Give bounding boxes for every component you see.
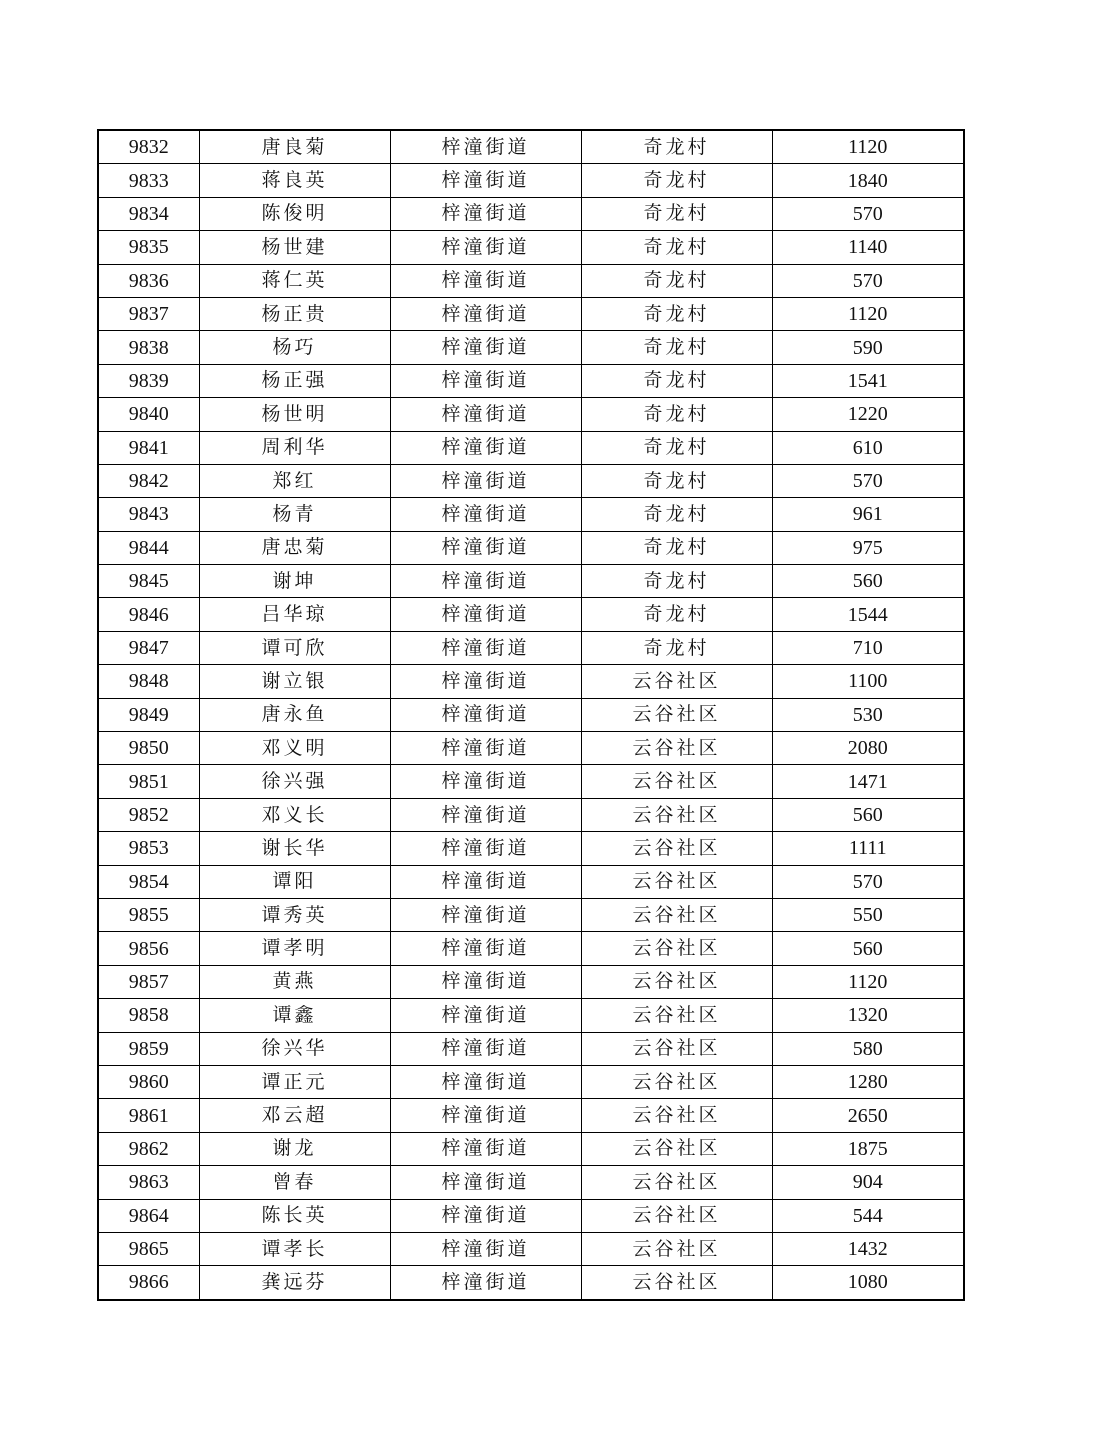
table-row [98, 865, 964, 898]
table-row [98, 498, 964, 531]
row-number-cell: 9847 [98, 631, 199, 664]
community-cell: 云谷社区 [581, 1266, 772, 1300]
street-cell: 梓潼街道 [390, 565, 581, 598]
table-row [98, 1232, 964, 1265]
street-cell: 梓潼街道 [390, 665, 581, 698]
name-cell: 谭秀英 [199, 898, 390, 931]
community-cell: 云谷社区 [581, 832, 772, 865]
name-cell: 杨正强 [199, 364, 390, 397]
street-cell: 梓潼街道 [390, 130, 581, 164]
community-cell: 云谷社区 [581, 1166, 772, 1199]
name-cell: 陈俊明 [199, 197, 390, 230]
table-row [98, 732, 964, 765]
amount-cell: 975 [772, 531, 964, 564]
amount-cell: 1111 [772, 832, 964, 865]
street-cell: 梓潼街道 [390, 1032, 581, 1065]
name-cell: 杨正贵 [199, 297, 390, 330]
amount-cell: 1840 [772, 164, 964, 197]
row-number-cell: 9845 [98, 565, 199, 598]
name-cell: 徐兴强 [199, 765, 390, 798]
row-number-cell: 9851 [98, 765, 199, 798]
name-cell: 杨青 [199, 498, 390, 531]
street-cell: 梓潼街道 [390, 197, 581, 230]
name-cell: 谢龙 [199, 1132, 390, 1165]
street-cell: 梓潼街道 [390, 431, 581, 464]
table-row [98, 1166, 964, 1199]
community-cell: 云谷社区 [581, 732, 772, 765]
community-cell: 云谷社区 [581, 898, 772, 931]
table-row [98, 1032, 964, 1065]
name-cell: 邓义明 [199, 732, 390, 765]
row-number-cell: 9838 [98, 331, 199, 364]
community-cell: 云谷社区 [581, 865, 772, 898]
name-cell: 黄燕 [199, 965, 390, 998]
table-row [98, 364, 964, 397]
street-cell: 梓潼街道 [390, 1065, 581, 1098]
community-cell: 奇龙村 [581, 197, 772, 230]
amount-cell: 530 [772, 698, 964, 731]
name-cell: 邓义长 [199, 798, 390, 831]
street-cell: 梓潼街道 [390, 464, 581, 497]
name-cell: 陈长英 [199, 1199, 390, 1232]
street-cell: 梓潼街道 [390, 398, 581, 431]
row-number-cell: 9848 [98, 665, 199, 698]
row-number-cell: 9841 [98, 431, 199, 464]
row-number-cell: 9857 [98, 965, 199, 998]
street-cell: 梓潼街道 [390, 732, 581, 765]
amount-cell: 961 [772, 498, 964, 531]
street-cell: 梓潼街道 [390, 164, 581, 197]
community-cell: 云谷社区 [581, 698, 772, 731]
amount-cell: 1140 [772, 231, 964, 264]
name-cell: 唐良菊 [199, 130, 390, 164]
amount-cell: 2080 [772, 732, 964, 765]
community-cell: 奇龙村 [581, 130, 772, 164]
row-number-cell: 9865 [98, 1232, 199, 1265]
table-row [98, 598, 964, 631]
street-cell: 梓潼街道 [390, 331, 581, 364]
community-cell: 奇龙村 [581, 364, 772, 397]
row-number-cell: 9842 [98, 464, 199, 497]
amount-cell: 1541 [772, 364, 964, 397]
amount-cell: 1320 [772, 999, 964, 1032]
table-row [98, 231, 964, 264]
row-number-cell: 9850 [98, 732, 199, 765]
amount-cell: 560 [772, 932, 964, 965]
table-row [98, 698, 964, 731]
street-cell: 梓潼街道 [390, 1266, 581, 1300]
table-row [98, 898, 964, 931]
community-cell: 奇龙村 [581, 464, 772, 497]
row-number-cell: 9849 [98, 698, 199, 731]
table-row [98, 398, 964, 431]
amount-cell: 1120 [772, 297, 964, 330]
amount-cell: 570 [772, 865, 964, 898]
street-cell: 梓潼街道 [390, 865, 581, 898]
community-cell: 云谷社区 [581, 1099, 772, 1132]
table-row [98, 130, 964, 164]
street-cell: 梓潼街道 [390, 1099, 581, 1132]
amount-cell: 1432 [772, 1232, 964, 1265]
amount-cell: 570 [772, 264, 964, 297]
street-cell: 梓潼街道 [390, 765, 581, 798]
row-number-cell: 9856 [98, 932, 199, 965]
amount-cell: 590 [772, 331, 964, 364]
name-cell: 徐兴华 [199, 1032, 390, 1065]
table-row [98, 832, 964, 865]
name-cell: 谢立银 [199, 665, 390, 698]
community-cell: 奇龙村 [581, 331, 772, 364]
community-cell: 云谷社区 [581, 1132, 772, 1165]
name-cell: 蒋仁英 [199, 264, 390, 297]
row-number-cell: 9852 [98, 798, 199, 831]
street-cell: 梓潼街道 [390, 264, 581, 297]
table-row [98, 665, 964, 698]
table-row [98, 531, 964, 564]
table-row [98, 1199, 964, 1232]
name-cell: 杨世明 [199, 398, 390, 431]
amount-cell: 904 [772, 1166, 964, 1199]
table-row [98, 631, 964, 664]
table-row [98, 765, 964, 798]
name-cell: 杨世建 [199, 231, 390, 264]
table-row [98, 1099, 964, 1132]
table-row [98, 331, 964, 364]
amount-cell: 550 [772, 898, 964, 931]
table-row [98, 297, 964, 330]
amount-cell: 544 [772, 1199, 964, 1232]
roster-table-body [98, 130, 964, 1300]
community-cell: 奇龙村 [581, 598, 772, 631]
row-number-cell: 9832 [98, 130, 199, 164]
name-cell: 龚远芬 [199, 1266, 390, 1300]
street-cell: 梓潼街道 [390, 798, 581, 831]
table-row [98, 565, 964, 598]
name-cell: 唐忠菊 [199, 531, 390, 564]
row-number-cell: 9836 [98, 264, 199, 297]
amount-cell: 570 [772, 197, 964, 230]
amount-cell: 610 [772, 431, 964, 464]
community-cell: 云谷社区 [581, 1232, 772, 1265]
name-cell: 谭孝长 [199, 1232, 390, 1265]
row-number-cell: 9853 [98, 832, 199, 865]
table-row [98, 197, 964, 230]
row-number-cell: 9866 [98, 1266, 199, 1300]
street-cell: 梓潼街道 [390, 965, 581, 998]
row-number-cell: 9863 [98, 1166, 199, 1199]
row-number-cell: 9861 [98, 1099, 199, 1132]
community-cell: 奇龙村 [581, 164, 772, 197]
table-row [98, 932, 964, 965]
name-cell: 曾春 [199, 1166, 390, 1199]
amount-cell: 1544 [772, 598, 964, 631]
table-row [98, 164, 964, 197]
table-row [98, 999, 964, 1032]
name-cell: 谢坤 [199, 565, 390, 598]
row-number-cell: 9862 [98, 1132, 199, 1165]
community-cell: 云谷社区 [581, 965, 772, 998]
name-cell: 邓云超 [199, 1099, 390, 1132]
row-number-cell: 9860 [98, 1065, 199, 1098]
community-cell: 奇龙村 [581, 565, 772, 598]
name-cell: 谭可欣 [199, 631, 390, 664]
street-cell: 梓潼街道 [390, 1232, 581, 1265]
amount-cell: 570 [772, 464, 964, 497]
row-number-cell: 9843 [98, 498, 199, 531]
name-cell: 唐永鱼 [199, 698, 390, 731]
street-cell: 梓潼街道 [390, 698, 581, 731]
row-number-cell: 9855 [98, 898, 199, 931]
name-cell: 周利华 [199, 431, 390, 464]
roster-table [97, 129, 965, 1301]
street-cell: 梓潼街道 [390, 999, 581, 1032]
row-number-cell: 9837 [98, 297, 199, 330]
street-cell: 梓潼街道 [390, 832, 581, 865]
row-number-cell: 9833 [98, 164, 199, 197]
row-number-cell: 9835 [98, 231, 199, 264]
amount-cell: 1080 [772, 1266, 964, 1300]
row-number-cell: 9864 [98, 1199, 199, 1232]
row-number-cell: 9840 [98, 398, 199, 431]
amount-cell: 560 [772, 565, 964, 598]
community-cell: 奇龙村 [581, 264, 772, 297]
row-number-cell: 9839 [98, 364, 199, 397]
amount-cell: 1471 [772, 765, 964, 798]
name-cell: 谭孝明 [199, 932, 390, 965]
street-cell: 梓潼街道 [390, 498, 581, 531]
community-cell: 云谷社区 [581, 1199, 772, 1232]
name-cell: 吕华琼 [199, 598, 390, 631]
amount-cell: 2650 [772, 1099, 964, 1132]
name-cell: 谢长华 [199, 832, 390, 865]
table-row [98, 431, 964, 464]
community-cell: 奇龙村 [581, 631, 772, 664]
row-number-cell: 9859 [98, 1032, 199, 1065]
table-row [98, 1266, 964, 1300]
street-cell: 梓潼街道 [390, 231, 581, 264]
table-row [98, 464, 964, 497]
street-cell: 梓潼街道 [390, 898, 581, 931]
name-cell: 杨巧 [199, 331, 390, 364]
community-cell: 云谷社区 [581, 932, 772, 965]
row-number-cell: 9834 [98, 197, 199, 230]
name-cell: 谭阳 [199, 865, 390, 898]
amount-cell: 1220 [772, 398, 964, 431]
amount-cell: 580 [772, 1032, 964, 1065]
amount-cell: 1120 [772, 130, 964, 164]
amount-cell: 1280 [772, 1065, 964, 1098]
community-cell: 奇龙村 [581, 498, 772, 531]
community-cell: 云谷社区 [581, 665, 772, 698]
street-cell: 梓潼街道 [390, 1199, 581, 1232]
community-cell: 云谷社区 [581, 1065, 772, 1098]
street-cell: 梓潼街道 [390, 364, 581, 397]
table-row [98, 1132, 964, 1165]
row-number-cell: 9858 [98, 999, 199, 1032]
name-cell: 谭正元 [199, 1065, 390, 1098]
amount-cell: 560 [772, 798, 964, 831]
street-cell: 梓潼街道 [390, 297, 581, 330]
amount-cell: 1100 [772, 665, 964, 698]
community-cell: 奇龙村 [581, 231, 772, 264]
table-row [98, 798, 964, 831]
street-cell: 梓潼街道 [390, 1166, 581, 1199]
community-cell: 奇龙村 [581, 398, 772, 431]
street-cell: 梓潼街道 [390, 531, 581, 564]
community-cell: 云谷社区 [581, 1032, 772, 1065]
table-row [98, 264, 964, 297]
community-cell: 云谷社区 [581, 765, 772, 798]
row-number-cell: 9846 [98, 598, 199, 631]
street-cell: 梓潼街道 [390, 932, 581, 965]
amount-cell: 1120 [772, 965, 964, 998]
community-cell: 云谷社区 [581, 798, 772, 831]
name-cell: 郑红 [199, 464, 390, 497]
row-number-cell: 9844 [98, 531, 199, 564]
street-cell: 梓潼街道 [390, 631, 581, 664]
amount-cell: 710 [772, 631, 964, 664]
amount-cell: 1875 [772, 1132, 964, 1165]
name-cell: 谭鑫 [199, 999, 390, 1032]
community-cell: 云谷社区 [581, 999, 772, 1032]
table-row [98, 965, 964, 998]
community-cell: 奇龙村 [581, 531, 772, 564]
street-cell: 梓潼街道 [390, 598, 581, 631]
community-cell: 奇龙村 [581, 297, 772, 330]
street-cell: 梓潼街道 [390, 1132, 581, 1165]
row-number-cell: 9854 [98, 865, 199, 898]
table-row [98, 1065, 964, 1098]
community-cell: 奇龙村 [581, 431, 772, 464]
name-cell: 蒋良英 [199, 164, 390, 197]
